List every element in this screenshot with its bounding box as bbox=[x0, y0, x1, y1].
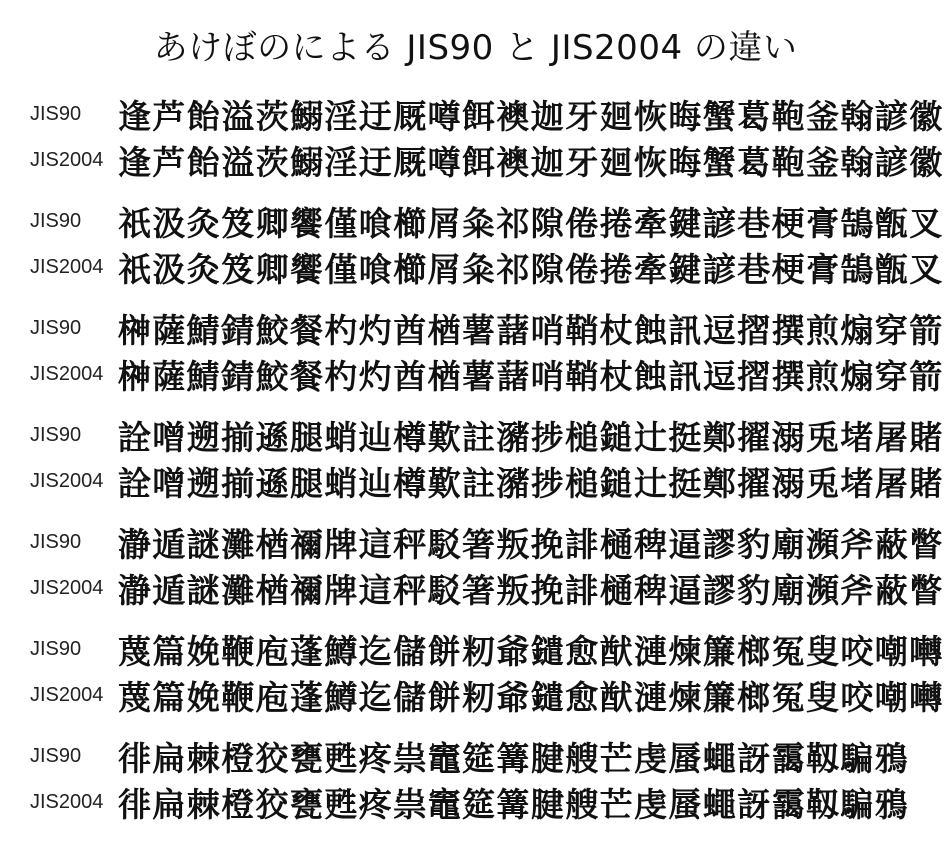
row-label: JIS90 bbox=[30, 103, 82, 125]
glyph-row-jis2004 bbox=[0, 569, 951, 613]
row-label: JIS90 bbox=[30, 638, 82, 660]
row-label: JIS2004 bbox=[30, 791, 104, 813]
glyph-sample: 榊薩鯖錆鮫餐杓灼酋楢薯藷哨鞘杖蝕訊逗摺撰煎煽穿箭 bbox=[118, 311, 944, 350]
glyph-sample: 蔑篇娩鞭庖蓬鱒迄儲餅籾爺鑓愈猷漣煉簾榔冤叟咬嘲囀 bbox=[118, 632, 944, 671]
row-label: JIS90 bbox=[30, 210, 82, 232]
row-label: JIS90 bbox=[30, 317, 82, 339]
glyph-row-jis90 bbox=[0, 523, 951, 567]
glyph-row-jis90 bbox=[0, 737, 951, 781]
glyph-sample: 祇汲灸笈卿饗僅喰櫛屑粂祁隙倦捲牽鍵諺巷梗膏鵠甑叉 bbox=[118, 250, 944, 289]
row-label: JIS2004 bbox=[30, 684, 104, 706]
row-label: JIS2004 bbox=[30, 149, 104, 171]
row-label: JIS2004 bbox=[30, 256, 104, 278]
glyph-group bbox=[0, 95, 951, 202]
row-label: JIS90 bbox=[30, 745, 82, 767]
glyph-row-jis90 bbox=[0, 95, 951, 139]
glyph-sample: 徘扁棘橙狡甕甦疼祟竈筵篝腱艘芒虔蜃蠅訝靄靱騙鴉 bbox=[118, 785, 910, 824]
glyph-group bbox=[0, 737, 951, 844]
glyph-row-jis2004 bbox=[0, 355, 951, 399]
glyph-row-jis90 bbox=[0, 309, 951, 353]
glyph-sample: 逢芦飴溢茨鰯淫迂厩噂餌襖迦牙廻恢晦蟹葛鞄釜翰諺徽 bbox=[118, 143, 944, 182]
row-label: JIS90 bbox=[30, 531, 82, 553]
glyph-sample: 詮噌遡揃遜腿蛸辿樽歎註瀦捗槌鎚辻挺鄭擢溺兎堵屠賭 bbox=[118, 418, 944, 457]
glyph-row-jis2004 bbox=[0, 676, 951, 720]
comparison-groups bbox=[0, 95, 951, 844]
glyph-row-jis90 bbox=[0, 202, 951, 246]
glyph-sample: 瀞遁謎灘楢禰牌這秤駁箸叛挽誹樋稗逼謬豹廟瀕斧蔽瞥 bbox=[118, 525, 944, 564]
glyph-group bbox=[0, 416, 951, 523]
glyph-sample: 祇汲灸笈卿饗僅喰櫛屑粂祁隙倦捲牽鍵諺巷梗膏鵠甑叉 bbox=[118, 204, 944, 243]
glyph-row-jis90 bbox=[0, 416, 951, 460]
glyph-group bbox=[0, 630, 951, 737]
glyph-row-jis90 bbox=[0, 630, 951, 674]
glyph-group bbox=[0, 202, 951, 309]
glyph-group bbox=[0, 523, 951, 630]
glyph-sample: 瀞遁謎灘楢禰牌這秤駁箸叛挽誹樋稗逼謬豹廟瀕斧蔽瞥 bbox=[118, 571, 944, 610]
row-label: JIS2004 bbox=[30, 577, 104, 599]
glyph-row-jis2004 bbox=[0, 248, 951, 292]
glyph-row-jis2004 bbox=[0, 141, 951, 185]
glyph-sample: 詮噌遡揃遜腿蛸辿樽歎註瀦捗槌鎚辻挺鄭擢溺兎堵屠賭 bbox=[118, 464, 944, 503]
glyph-row-jis2004 bbox=[0, 783, 951, 827]
glyph-sample: 蔑篇娩鞭庖蓬鱒迄儲餅籾爺鑓愈猷漣煉簾榔冤叟咬嘲囀 bbox=[118, 678, 944, 717]
page-title: あけぼのによる JIS90 と JIS2004 の違い bbox=[153, 28, 798, 68]
glyph-sample: 榊薩鯖錆鮫餐杓灼酋楢薯藷哨鞘杖蝕訊逗摺撰煎煽穿箭 bbox=[118, 357, 944, 396]
glyph-sample: 徘扁棘橙狡甕甦疼祟竈筵篝腱艘芒虔蜃蠅訝靄靱騙鴉 bbox=[118, 739, 910, 778]
glyph-group bbox=[0, 309, 951, 416]
glyph-row-jis2004 bbox=[0, 462, 951, 506]
row-label: JIS2004 bbox=[30, 470, 104, 492]
glyph-sample: 逢芦飴溢茨鰯淫迂厩噂餌襖迦牙廻恢晦蟹葛鞄釜翰諺徽 bbox=[118, 97, 944, 136]
row-label: JIS2004 bbox=[30, 363, 104, 385]
row-label: JIS90 bbox=[30, 424, 82, 446]
